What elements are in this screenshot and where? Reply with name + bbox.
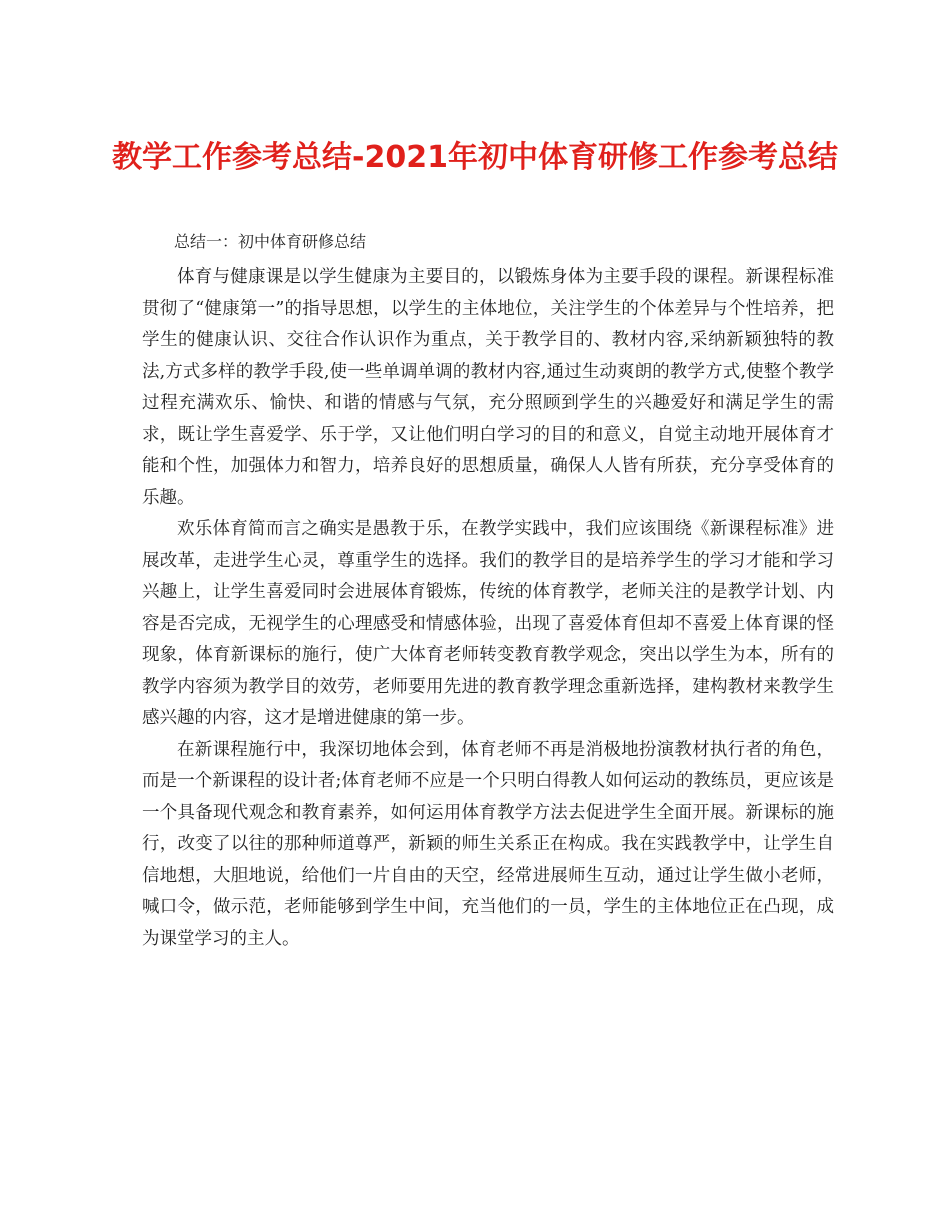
- paragraph-3: 在新课程施行中，我深切地体会到，体育老师不再是消极地扮演教材执行者的角色，而是一个新课程的设计者;体育老师不应是一个只明白得教人如何运动的教练员，更应该是一个具备现代观念和教育素养，如何运用体育教学方法去促进学生全面开展。新课标的施行，改变了以往的那种师道尊严，新颖的师生关系正在构成。我在实践教学中，让学生自信地想，大胆地说，给他们一片自由的天空，经常进展师生互动，通过让学生做小老师，喊口令，做示范，老师能够到学生中间，充当他们的一员，学生的主体地位正在凸现，成为课堂学习的主人。: [142, 739, 834, 949]
- document-title: 教学工作参考总结-2021年初中体育研修工作参考总结: [112, 140, 838, 175]
- document-body: [142, 226, 834, 955]
- paragraph-2: 欢乐体育简而言之确实是愚教于乐，在教学实践中，我们应该围绕《新课程标准》进展改革，走进学生心灵，尊重学生的选择。我们的教学目的是培养学生的学习才能和学习兴趣上，让学生喜爱同时会进展体育锻炼，传统的体育教学，老师关注的是教学计划、内容是否完成，无视学生的心理感受和情感体验，出现了喜爱体育但却不喜爱上体育课的怪现象，体育新课标的施行，使广大体育老师转变教育教学观念，突出以学生为本，所有的教学内容须为教学目的效劳，老师要用先进的教育教学理念重新选择，建构教材来教学生感兴趣的内容，这才是增进健康的第一步。: [142, 519, 834, 728]
- section-subtitle: 总结一：初中体育研修总结: [174, 232, 367, 251]
- paragraph-1: 体育与健康课是以学生健康为主要目的，以锻炼身体为主要手段的课程。新课程标准贯彻了“健康第一”的指导思想，以学生的主体地位，关注学生的个体差异与个性培养，把学生的健康认识、交往合作认识作为重点，关于教学目的、教材内容,采纳新颖独特的教法,方式多样的教学手段,使一些单调单调的教材内容,通过生动爽朗的教学方式,使整个教学过程充满欢乐、愉快、和谐的情感与气氛，充分照顾到学生的兴趣爱好和满足学生的需求，既让学生喜爱学、乐于学，又让他们明白学习的目的和意义，自觉主动地开展体育才能和个性，加强体力和智力，培养良好的思想质量，确保人人皆有所获，充分享受体育的乐趣。: [142, 267, 834, 508]
